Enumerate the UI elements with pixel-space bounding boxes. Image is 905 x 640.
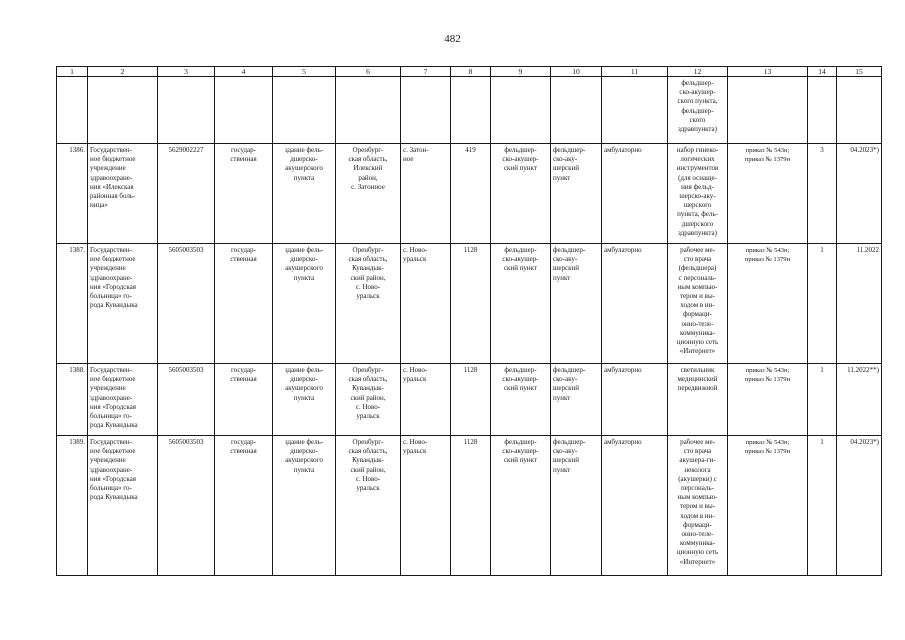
cell-equipment: набор гинеко- логических инструментов (для оснаще- ния фельд- шерско-аку- шерского пункта, фель- дшерского здравпункта)	[668, 144, 728, 244]
cell-equipment: рабочее ме- сто врача акушера-ги- неколога (акушерки) с персональ- ным компью- тером и вы- ходом в ин- формаци- онно-теле- коммуника- ционную сеть «Интернет»	[668, 436, 728, 576]
cell-empty	[88, 77, 158, 144]
cell-order: приказ № 543н; приказ № 1379н	[728, 364, 808, 436]
cell-locality: с. Ново- уральск	[401, 364, 451, 436]
cell-unit: фельдшер- ско-акушер- ский пункт	[491, 244, 551, 364]
cell-order: приказ № 543н; приказ № 1379н	[728, 144, 808, 244]
cell-quantity: 1	[808, 244, 837, 364]
cell-inn: 5605003503	[158, 244, 215, 364]
cell-address: Оренбург- ская область, Кувандык- ский район, с. Ново- уральск	[336, 364, 401, 436]
cell-empty	[215, 77, 273, 144]
cell-building: здание фель- дшерско- акушерского пункта	[273, 144, 336, 244]
cell-care-type: амбулаторно	[602, 436, 668, 576]
cell-date: 04.2023*)	[837, 144, 882, 244]
cell-ownership: государ- ственная	[215, 436, 273, 576]
column-number-2: 2	[88, 67, 158, 77]
column-number-3: 3	[158, 67, 215, 77]
cell-row-number: 1387.	[57, 244, 88, 364]
cell-ownership: государ- ственная	[215, 364, 273, 436]
column-number-15: 15	[837, 67, 882, 77]
cell-quantity: 3	[808, 144, 837, 244]
cell-equipment: фельдшер- ско-акушер- ского пункта, фельдшер- ского здравпункта)	[668, 77, 728, 144]
cell-empty	[273, 77, 336, 144]
cell-quantity: 1	[808, 364, 837, 436]
cell-care-type: амбулаторно	[602, 364, 668, 436]
cell-empty	[837, 77, 882, 144]
cell-care-type: амбулаторно	[602, 244, 668, 364]
column-number-9: 9	[491, 67, 551, 77]
column-number-4: 4	[215, 67, 273, 77]
cell-subunit: фельдшер- ско-аку- шерский пункт	[551, 436, 602, 576]
cell-equipment: светильник медицинский передвижной	[668, 364, 728, 436]
table-row	[57, 144, 882, 244]
cell-inn: 5605003503	[158, 436, 215, 576]
cell-empty	[491, 77, 551, 144]
column-number-13: 13	[728, 67, 808, 77]
continuation-row	[57, 77, 882, 144]
cell-row-number: 1389.	[57, 436, 88, 576]
cell-building: здание фель- дшерско- акушерского пункта	[273, 364, 336, 436]
cell-inn: 5605003503	[158, 364, 215, 436]
cell-empty	[336, 77, 401, 144]
table-row	[57, 436, 882, 576]
cell-empty	[451, 77, 491, 144]
cell-address: Оренбург- ская область, Кувандык- ский район, с. Ново- уральск	[336, 436, 401, 576]
column-number-7: 7	[401, 67, 451, 77]
cell-equipment: рабочее ме- сто врача (фельдшера) с персональ- ным компью- тером и вы- ходом в ин- формаци- онно-теле- коммуника- ционную сеть «Интернет»	[668, 244, 728, 364]
table-row	[57, 364, 882, 436]
column-number-12: 12	[668, 67, 728, 77]
cell-institution: Государствен- ное бюджетное учреждение здравоохране- ния «Городская больница» го- рода Кувандыка	[88, 244, 158, 364]
cell-date: 11.2022**)	[837, 364, 882, 436]
cell-institution: Государствен- ное бюджетное учреждение здравоохране- ния «Городская больница» го- рода Кувандыка	[88, 364, 158, 436]
cell-population: 419	[451, 144, 491, 244]
cell-empty	[808, 77, 837, 144]
cell-care-type: амбулаторно	[602, 144, 668, 244]
cell-building: здание фель- дшерско- акушерского пункта	[273, 436, 336, 576]
cell-population: 1128	[451, 436, 491, 576]
cell-date: 11.2022	[837, 244, 882, 364]
cell-empty	[728, 77, 808, 144]
column-number-10: 10	[551, 67, 602, 77]
cell-empty	[158, 77, 215, 144]
column-number-11: 11	[602, 67, 668, 77]
cell-date: 04.2023*)	[837, 436, 882, 576]
cell-population: 1128	[451, 364, 491, 436]
cell-inn: 5629002227	[158, 144, 215, 244]
cell-order: приказ № 543н; приказ № 1379н	[728, 244, 808, 364]
cell-unit: фельдшер- ско-акушер- ский пункт	[491, 144, 551, 244]
cell-quantity: 1	[808, 436, 837, 576]
cell-ownership: государ- ственная	[215, 144, 273, 244]
column-number-14: 14	[808, 67, 837, 77]
cell-locality: с. Затон- ное	[401, 144, 451, 244]
cell-locality: с. Ново- уральск	[401, 244, 451, 364]
cell-population: 1128	[451, 244, 491, 364]
cell-subunit: фельдшер- ско-аку- шерский пункт	[551, 244, 602, 364]
cell-unit: фельдшер- ско-акушер- ский пункт	[491, 436, 551, 576]
column-number-8: 8	[451, 67, 491, 77]
cell-subunit: фельдшер- ско-аку- шерский пункт	[551, 144, 602, 244]
table-row	[57, 244, 882, 364]
cell-building: здание фель- дшерско- акушерского пункта	[273, 244, 336, 364]
column-number-row	[57, 67, 882, 77]
cell-subunit: фельдшер- ско-аку- шерский пункт	[551, 364, 602, 436]
cell-row-number: 1386.	[57, 144, 88, 244]
cell-row-number: 1388.	[57, 364, 88, 436]
register-table	[56, 66, 882, 576]
cell-empty	[602, 77, 668, 144]
cell-order: приказ № 543н; приказ № 1379н	[728, 436, 808, 576]
cell-institution: Государствен- ное бюджетное учреждение здравоохране- ния «Городская больница» го- рода Кувандыка	[88, 436, 158, 576]
cell-empty	[57, 77, 88, 144]
cell-unit: фельдшер- ско-акушер- ский пункт	[491, 364, 551, 436]
cell-empty	[401, 77, 451, 144]
column-number-6: 6	[336, 67, 401, 77]
page-number: 482	[444, 33, 461, 45]
cell-institution: Государствен- ное бюджетное учреждение здравоохране- ния «Илекская районная боль- ница»	[88, 144, 158, 244]
column-number-1: 1	[57, 67, 88, 77]
column-number-5: 5	[273, 67, 336, 77]
cell-empty	[551, 77, 602, 144]
cell-address: Оренбург- ская область, Кувандык- ский район, с. Ново- уральск	[336, 244, 401, 364]
cell-locality: с. Ново- уральск	[401, 436, 451, 576]
cell-address: Оренбург- ская область, Илекский район, с. Затонное	[336, 144, 401, 244]
cell-ownership: государ- ственная	[215, 244, 273, 364]
